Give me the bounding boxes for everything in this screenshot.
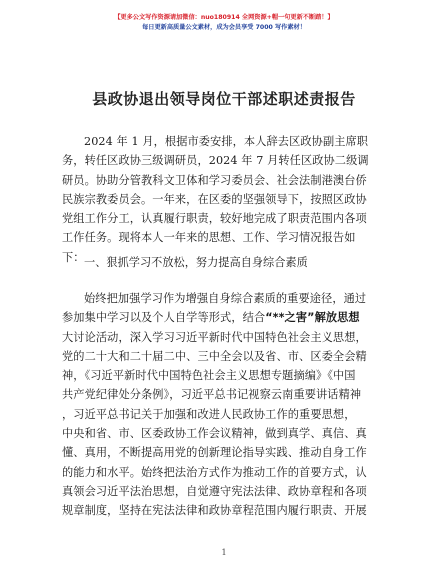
paragraph-line: 的能力和水平。始终把法治方式作为推动工作的首要方式，认 <box>62 465 367 479</box>
paragraph-line: 研员。协助分管教科文卫体和学习委员会、社会法制港澳台侨 <box>62 173 367 187</box>
promo-banner-line-2: 每日更新高质量公文素材，成为会员享受 7000 写作素材！ <box>142 24 306 31</box>
paragraph-intro <box>62 132 392 267</box>
paragraph-line: 真领会习近平法治思想，自觉遵守宪法法律、政协章程和各项 <box>62 484 367 498</box>
paragraph-line: 参加集中学习以及个人自学等形式，结合“**之害”解放思想 <box>62 311 360 325</box>
paragraph-line: ，习近平总书记关于加强和改进人民政协工作的重要思想， <box>62 407 356 421</box>
paragraph-line: 务，转任区政协三级调研员，2024 年 7 月转任区政协二级调 <box>62 154 369 168</box>
paragraph-line: 共产党纪律处分条例》，习近平总书记视察云南重要讲话精神 <box>62 388 362 402</box>
document-title: 县政协退出领导岗位干部述职述责报告 <box>92 90 356 108</box>
paragraph-line: 规章制度，坚持在宪法法律和政协章程范围内履行职责、开展 <box>62 504 367 518</box>
paragraph-line: 民族宗教委员会。一年来，在区委的坚强领导下，按照区政协 <box>62 192 367 206</box>
paragraph-line: 神，《习近平新时代中国特色社会主义思想专题摘编》《中国 <box>62 369 356 383</box>
bold-phrase: “**之害”解放思想 <box>265 311 360 325</box>
paragraph-line: 始终把加强学习作为增强自身综合素质的重要途径，通过 <box>84 292 367 305</box>
paragraph-section-1 <box>62 289 392 521</box>
page-number: 1 <box>221 548 227 557</box>
paragraph-line: 党的二十大和二十届二中、三中全会以及省、市、区委全会精 <box>62 349 367 363</box>
paragraph-line: 中央和省、市、区委政协工作会议精神，做到真学、真信、真 <box>62 427 367 441</box>
paragraph-line: 大讨论活动，深入学习习近平新时代中国特色社会主义思想， <box>62 330 367 344</box>
paragraph-line: 懂、真用，不断提高用党的创新理论指导实践、推动自身工作 <box>62 446 367 460</box>
section-heading-1: 一、狠抓学习不放松，努力提高自身综合素质 <box>84 256 308 269</box>
paragraph-line: 下： <box>62 250 85 264</box>
paragraph-line: 工作任务。现将本人一年来的思想、工作、学习情况报告如 <box>62 231 356 245</box>
paragraph-line: 2024 年 1 月，根据市委安排，本人辞去区政协副主席职 <box>84 135 369 148</box>
paragraph-line: 党组工作分工，认真履行职责，较好地完成了职责范围内各项 <box>62 212 367 226</box>
promo-banner-line-1: 【更多公文写作资源请加微信：nuo180914 全网资源+帽一句更新不断踏！】 <box>114 14 334 21</box>
